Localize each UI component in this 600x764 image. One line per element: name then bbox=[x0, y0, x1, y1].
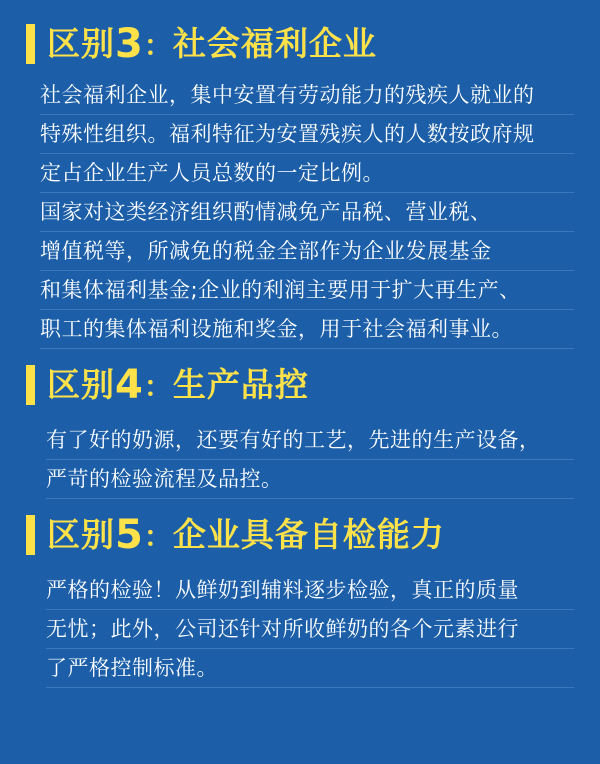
body-line: 了严格控制标准。 bbox=[46, 649, 574, 688]
section-4-body bbox=[26, 411, 574, 499]
section-5 bbox=[26, 513, 574, 688]
body-line: 社会福利企业，集中安置有劳动能力的残疾人就业的 bbox=[40, 76, 574, 115]
body-line: 定占企业生产人员总数的一定比例。 bbox=[40, 154, 574, 193]
section-3-title: 社会福利企业 bbox=[172, 24, 377, 63]
section-4-title: 生产品控 bbox=[172, 365, 309, 404]
accent-bar-icon bbox=[26, 365, 35, 405]
section-3-heading bbox=[26, 22, 574, 66]
section-3-body bbox=[26, 70, 574, 349]
section-4-heading-text bbox=[47, 363, 309, 407]
section-3-label: 区别 bbox=[47, 24, 115, 63]
section-5-body bbox=[26, 561, 574, 688]
section-3-colon: ： bbox=[143, 29, 173, 62]
section-3 bbox=[26, 22, 574, 349]
section-5-colon: ： bbox=[143, 520, 173, 553]
section-3-number: 3 bbox=[115, 21, 144, 67]
section-4-heading bbox=[26, 363, 574, 407]
accent-bar-icon bbox=[26, 24, 35, 64]
body-line: 有了好的奶源，还要有好的工艺，先进的生产设备， bbox=[46, 421, 574, 460]
section-4-colon: ： bbox=[143, 370, 173, 403]
section-4-label: 区别 bbox=[47, 365, 115, 404]
section-3-heading-text bbox=[47, 22, 377, 66]
body-line: 增值税等，所减免的税金全部作为企业发展基金 bbox=[40, 232, 574, 271]
body-line: 职工的集体福利设施和奖金，用于社会福利事业。 bbox=[40, 310, 574, 349]
body-line: 和集体福利基金;企业的利润主要用于扩大再生产、 bbox=[40, 271, 574, 310]
section-5-heading bbox=[26, 513, 574, 557]
accent-bar-icon bbox=[26, 515, 35, 555]
section-4 bbox=[26, 363, 574, 499]
body-line: 严格的检验！从鲜奶到辅料逐步检验，真正的质量 bbox=[46, 571, 574, 610]
body-line: 特殊性组织。福利特征为安置残疾人的人数按政府规 bbox=[40, 115, 574, 154]
body-line: 严苛的检验流程及品控。 bbox=[46, 460, 574, 499]
body-line: 国家对这类经济组织酌情减免产品税、营业税、 bbox=[40, 193, 574, 232]
section-5-heading-text bbox=[47, 513, 445, 557]
section-5-number: 5 bbox=[115, 512, 144, 558]
section-5-title: 企业具备自检能力 bbox=[172, 515, 445, 554]
section-4-number: 4 bbox=[115, 362, 144, 408]
section-5-label: 区别 bbox=[47, 515, 115, 554]
body-line: 无忧；此外，公司还针对所收鲜奶的各个元素进行 bbox=[46, 610, 574, 649]
